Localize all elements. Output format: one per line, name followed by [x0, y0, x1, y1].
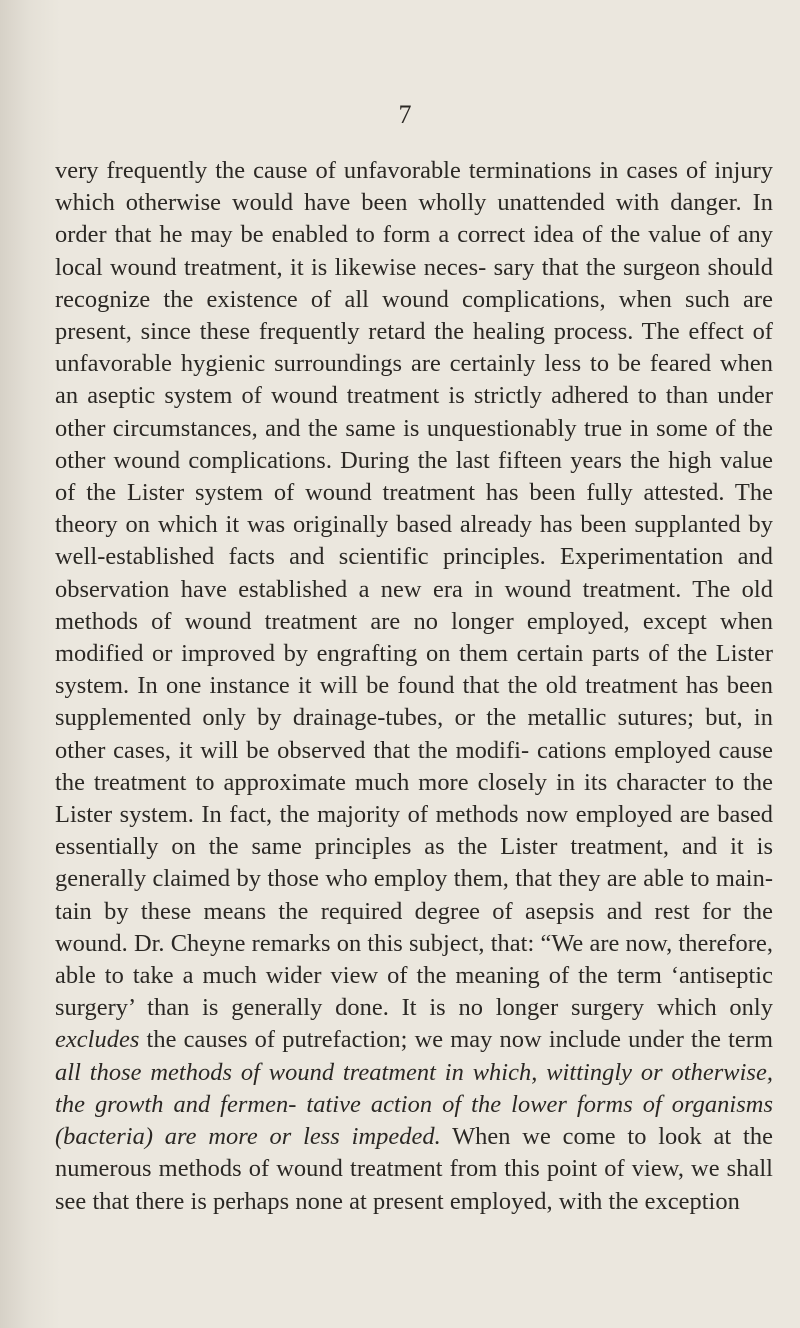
- text-run: When we come to look at the numerous methods of wound treatment from this point of view, we shall see that there is perhaps none at present employed, with the exception: [55, 1123, 773, 1215]
- page-number: 7: [398, 100, 412, 129]
- italic-text: excludes: [55, 1026, 140, 1054]
- text-run: the causes of putrefaction; we may now include under the term: [146, 1026, 773, 1054]
- italic-text: all those methods of wound treatment in which, wittingly or otherwise, the growth and fermen- tative action of the lower forms of organisms (bacteria) are more or less impeded.: [55, 1058, 773, 1151]
- paragraph: [55, 155, 773, 1218]
- body-text: [55, 155, 773, 1218]
- text-run: very frequently the cause of unfavorable terminations in cases of injury which otherwise would have been wholly unattended with danger. In order that he may be enabled to form a correct idea of the value of any local wound treatment, it is likewise neces- sary that the surgeon should recognize the existence of all wound complications, when such are present, since these frequently retard the healing process. The effect of unfavorable hygienic surroundings are certainly less to be feared when an aseptic system of wound treatment is strictly adhered to than under other circumstances, and the same is unquestionably true in some of the other wound complications. During the last fifteen years the high value of the Lister system of wound treatment has been fully attested. The theory on which it was originally based already has been supplanted by well-established facts and scientific principles. Experimentation and observation have established a new era in wound treatment. The old methods of wound treatment are no longer employed, except when modified or improved by engrafting on them certain parts of the Lister system. In one instance it will be found that the old treatment has been supplemented only by drainage-tubes, or the metallic sutures; but, in other cases, it will be observed that the modifi- cations employed cause the treatment to approximate much more closely in its character to the Lister system. In fact, the majority of methods now employed are based essentially on the same principles as the Lister treatment, and it is generally claimed by those who employ them, that they are able to main- tain by these means the required degree of asepsis and rest for the wound. Dr. Cheyne remarks on this subject, that: “We are now, therefore, able to take a much wider view of the meaning of the term ‘antiseptic surgery’ than is generally done. It is no longer surgery which only: [55, 157, 773, 1022]
